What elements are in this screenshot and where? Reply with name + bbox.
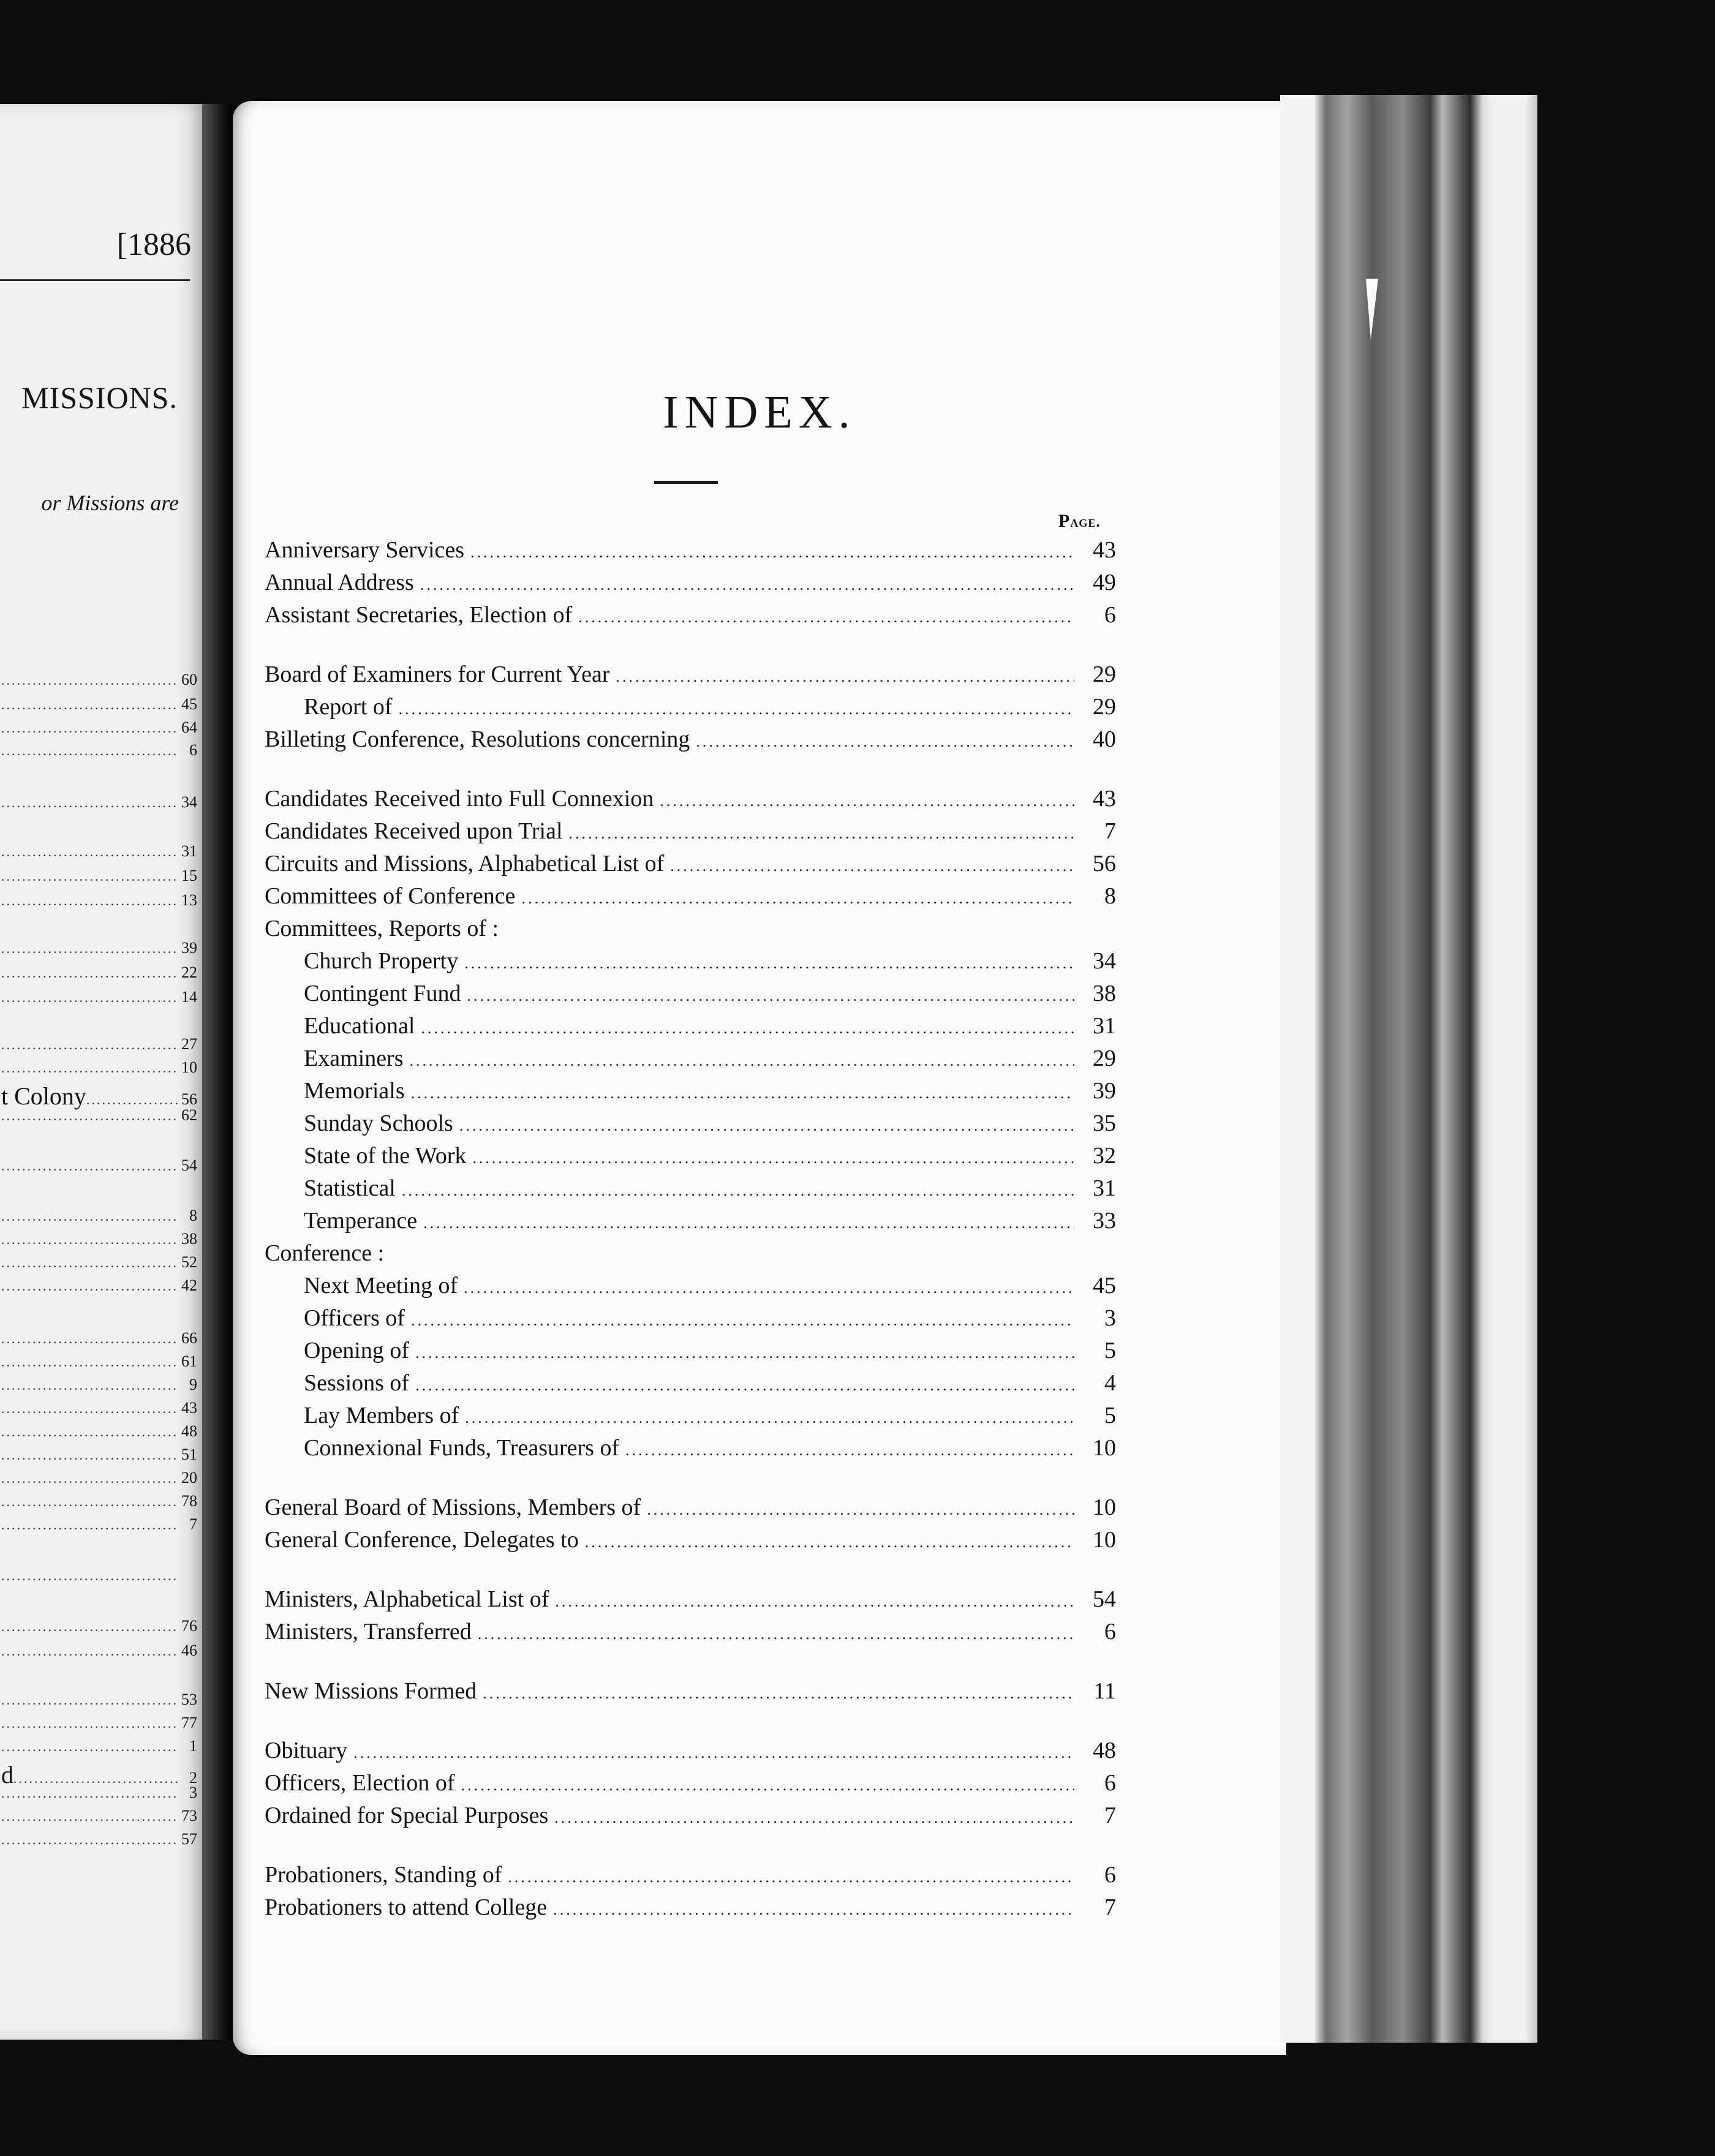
dot-leader: [465, 1401, 1074, 1434]
index-entry: [265, 1302, 1116, 1335]
index-entry: [265, 1075, 1116, 1107]
index-entry-page: 29: [1093, 662, 1116, 687]
left-entry-page: 51: [181, 1446, 197, 1463]
index-entry-page: 3: [1104, 1305, 1116, 1331]
index-entry-text: Annual Address: [265, 570, 414, 595]
index-list: [265, 534, 1116, 1924]
left-page-entry: [0, 1515, 197, 1540]
left-page-entry: [0, 1422, 197, 1447]
left-page-entry: [0, 1568, 197, 1593]
page-edges: [1280, 95, 1537, 2043]
index-entry-page: 31: [1093, 1013, 1116, 1039]
page-title: INDEX.: [663, 386, 856, 438]
dot-leader: [1, 1471, 179, 1487]
index-entry: [265, 1335, 1116, 1367]
index-entry-text: Assistant Secretaries, Election of: [265, 602, 573, 628]
index-entry-page: 31: [1093, 1175, 1116, 1201]
index-entry-text: State of the Work: [304, 1143, 467, 1169]
index-entry: [265, 1735, 1116, 1767]
index-entry-page: 35: [1093, 1110, 1116, 1136]
left-entry-page: 38: [181, 1230, 197, 1248]
index-entry: [265, 1491, 1116, 1524]
left-entry-page: 64: [181, 718, 197, 736]
index-entry: [265, 1270, 1116, 1302]
index-entry-page: 6: [1104, 602, 1116, 628]
index-entry-text: Officers, Election of: [265, 1770, 455, 1796]
left-page-entry: [0, 1207, 197, 1231]
left-page-entry: [0, 695, 197, 720]
left-page-entry: [0, 741, 197, 766]
index-entry-text: Sunday Schools: [304, 1110, 453, 1136]
dot-leader: [1, 1278, 179, 1294]
dot-leader: [1, 720, 179, 736]
index-entry: [265, 1524, 1116, 1556]
left-page-entry: [0, 1691, 197, 1715]
dot-leader: [410, 1044, 1074, 1077]
dot-leader: [421, 1012, 1074, 1044]
index-entry-page: 40: [1093, 726, 1116, 752]
dot-leader: [660, 785, 1074, 817]
dot-leader: [1, 1568, 179, 1584]
dot-leader: [1, 1208, 179, 1224]
index-entry-text: Contingent Fund: [304, 981, 461, 1006]
left-page-entry: [0, 1617, 197, 1642]
index-entry-page: 29: [1093, 694, 1116, 720]
left-entry-page: 61: [181, 1352, 197, 1370]
dot-leader: [1, 893, 179, 909]
left-page-entry: [0, 867, 197, 891]
index-entry: [265, 534, 1116, 567]
dot-leader: [1, 1378, 179, 1393]
left-page-entry: [0, 1253, 197, 1278]
left-entry-page: 31: [181, 842, 197, 860]
index-entry: [265, 1800, 1116, 1832]
dot-leader: [415, 1369, 1074, 1401]
left-page-heading: MISSIONS.: [21, 380, 178, 415]
index-entry: [265, 1616, 1116, 1648]
index-entry-text: Ministers, Transferred: [265, 1619, 472, 1645]
index-entry-text: Circuits and Missions, Alphabetical List of: [265, 851, 665, 876]
left-page-entry: [0, 1784, 197, 1808]
dot-leader: [353, 1736, 1074, 1769]
index-entry-page: 7: [1104, 818, 1116, 844]
dot-leader: [1, 1809, 179, 1825]
left-entry-page: 78: [181, 1492, 197, 1510]
dot-leader: [461, 1769, 1074, 1801]
index-entry-page: 34: [1093, 948, 1116, 974]
left-entry-page: 60: [181, 671, 197, 688]
left-entry-text: t Colony: [1, 1082, 86, 1110]
index-entry-page: 10: [1093, 1494, 1116, 1520]
dot-leader: [1, 1108, 179, 1124]
left-entry-page: 1: [189, 1737, 197, 1755]
index-entry-page: 10: [1093, 1527, 1116, 1553]
dot-leader: [464, 1272, 1074, 1304]
index-entry-page: 49: [1093, 570, 1116, 595]
page-column-header: Page.: [1058, 511, 1101, 531]
index-entry-text: Board of Examiners for Current Year: [265, 662, 610, 687]
dot-leader: [1, 673, 179, 688]
index-entry-page: 38: [1093, 981, 1116, 1006]
index-entry: [265, 1172, 1116, 1205]
title-rule: [654, 481, 718, 484]
index-entry-text: Sessions of: [304, 1370, 410, 1396]
left-page-entry: [0, 939, 197, 963]
dot-leader: [1, 1447, 179, 1463]
index-entry: [265, 1891, 1116, 1924]
index-entry: [265, 1010, 1116, 1042]
dot-leader: [1, 1739, 179, 1755]
index-entry: [265, 848, 1116, 880]
dot-leader: [467, 979, 1074, 1012]
dot-leader: [1, 869, 179, 884]
left-entry-page: 46: [181, 1642, 197, 1659]
dot-leader: [616, 660, 1074, 693]
index-entry: [265, 1367, 1116, 1400]
index-entry: [265, 978, 1116, 1010]
index-entry: [265, 1107, 1116, 1140]
index-entry: [265, 567, 1116, 599]
index-entry-page: 7: [1104, 1894, 1116, 1920]
left-page-entry: [0, 891, 197, 916]
left-page-entry: [0, 1230, 197, 1254]
left-page-entry: [0, 718, 197, 743]
dot-leader: [553, 1893, 1074, 1926]
index-entry-text: Next Meeting of: [304, 1273, 458, 1298]
index-entry-page: 43: [1093, 537, 1116, 563]
index-entry-page: 43: [1093, 786, 1116, 812]
index-entry: [265, 880, 1116, 913]
dot-leader: [1, 1643, 179, 1659]
index-entry-text: New Missions Formed: [265, 1678, 477, 1704]
index-entry: [265, 1675, 1116, 1708]
index-entry-text: Opening of: [304, 1338, 410, 1363]
left-entry-page: 42: [181, 1276, 197, 1294]
index-entry-text: Examiners: [304, 1046, 404, 1071]
dot-leader: [670, 850, 1074, 882]
index-entry-text: Obituary: [265, 1738, 348, 1763]
index-entry-page: 4: [1104, 1370, 1116, 1396]
dot-leader: [423, 1207, 1074, 1239]
index-entry: [265, 783, 1116, 815]
left-entry-page: 77: [181, 1714, 197, 1732]
left-page-entry: [0, 1737, 197, 1762]
left-page-entry: [0, 793, 197, 818]
dot-leader: [1, 1785, 179, 1801]
index-entry-text: General Conference, Delegates to: [265, 1527, 579, 1553]
index-entry: [265, 913, 1116, 945]
dot-leader: [1, 1158, 179, 1174]
index-entry-text: Ministers, Alphabetical List of: [265, 1586, 549, 1612]
left-page-entry: [0, 988, 197, 1012]
index-entry-page: 6: [1104, 1862, 1116, 1888]
left-entry-page: 48: [181, 1422, 197, 1440]
index-entry: [265, 1237, 1116, 1270]
left-entry-page: 10: [181, 1058, 197, 1076]
dot-leader: [402, 1174, 1074, 1207]
dot-leader: [1, 1354, 179, 1370]
index-entry-text: Lay Members of: [304, 1403, 459, 1428]
index-entry-page: 5: [1104, 1403, 1116, 1428]
index-entry-text: Church Property: [304, 948, 459, 974]
left-entry-page: 73: [181, 1807, 197, 1825]
index-entry-text: Anniversary Services: [265, 537, 465, 563]
left-page-entry: [0, 1807, 197, 1831]
index-entry-text: Committees, Reports of :: [265, 916, 499, 941]
left-page-entry: [0, 963, 197, 988]
index-entry-text: Probationers, Standing of: [265, 1862, 502, 1888]
index-entry-text: Billeting Conference, Resolutions concerning: [265, 726, 690, 752]
dot-leader: [1, 1424, 179, 1440]
index-entry-text: Statistical: [304, 1175, 396, 1201]
left-entry-page: 53: [181, 1691, 197, 1708]
dot-leader: [420, 568, 1074, 601]
dot-leader: [1, 1037, 179, 1053]
index-entry-page: 6: [1104, 1770, 1116, 1796]
left-entry-page: 15: [181, 867, 197, 884]
dot-leader: [415, 1336, 1074, 1369]
left-entry-page: 66: [181, 1329, 197, 1347]
index-entry-page: 45: [1093, 1273, 1116, 1298]
index-entry-page: 29: [1093, 1046, 1116, 1071]
index-entry-text: Temperance: [304, 1208, 418, 1234]
left-entry-page: 45: [181, 695, 197, 713]
left-entry-page: 52: [181, 1253, 197, 1271]
dot-leader: [459, 1109, 1074, 1142]
index-entry-text: Conference :: [265, 1240, 385, 1266]
left-entry-page: 13: [181, 891, 197, 909]
index-entry-page: 6: [1104, 1619, 1116, 1645]
left-page-entry: [0, 1106, 197, 1131]
index-entry-text: Ordained for Special Purposes: [265, 1803, 549, 1828]
index-entry-page: 54: [1093, 1586, 1116, 1612]
dot-leader: [1, 965, 179, 981]
index-entry: [265, 1042, 1116, 1075]
dot-leader: [1, 1619, 179, 1635]
dot-leader: [625, 1434, 1074, 1466]
dot-leader: [472, 1142, 1074, 1174]
left-entry-page: 39: [181, 939, 197, 957]
index-entry: [265, 1140, 1116, 1172]
left-entry-page: 6: [189, 741, 197, 759]
index-entry-page: 5: [1104, 1338, 1116, 1363]
index-entry-page: 8: [1104, 883, 1116, 909]
left-page-entry: [0, 1446, 197, 1470]
dot-leader: [585, 1526, 1074, 1558]
dot-leader: [569, 817, 1074, 850]
left-entry-page: 8: [189, 1207, 197, 1224]
left-entry-page: 20: [181, 1469, 197, 1487]
index-entry-page: 10: [1093, 1435, 1116, 1461]
dot-leader: [554, 1801, 1074, 1834]
left-entry-page: 62: [181, 1106, 197, 1124]
index-entry-page: 48: [1093, 1738, 1116, 1763]
dot-leader: [1, 1255, 179, 1271]
dot-leader: [411, 1077, 1074, 1109]
index-entry-page: 39: [1093, 1078, 1116, 1104]
index-entry: [265, 1583, 1116, 1616]
left-entry-page: 56: [181, 1090, 197, 1108]
left-entry-page: 2: [189, 1769, 197, 1787]
dot-leader: [578, 601, 1074, 633]
dot-leader: [1, 697, 179, 713]
index-entry: [265, 1767, 1116, 1800]
index-entry: [265, 815, 1116, 848]
left-entry-page: 7: [189, 1515, 197, 1533]
left-entry-text: d: [1, 1761, 13, 1789]
dot-leader: [555, 1585, 1074, 1618]
left-page-entry: [0, 1082, 197, 1110]
dot-leader: [470, 536, 1074, 568]
dot-leader: [1, 743, 179, 759]
index-entry: [265, 1859, 1116, 1891]
dot-leader: [1, 1494, 179, 1510]
dot-leader: [1, 1517, 179, 1533]
left-page-entry: [0, 1058, 197, 1083]
left-entry-page: 76: [181, 1617, 197, 1635]
index-entry: [265, 1400, 1116, 1432]
left-page-entry: [0, 1035, 197, 1060]
dot-leader: [1, 1060, 179, 1076]
left-page-year: [1886: [116, 227, 191, 262]
dot-leader: [647, 1493, 1074, 1526]
left-entry-page: 27: [181, 1035, 197, 1053]
index-entry: [265, 599, 1116, 631]
dot-leader: [1, 1692, 179, 1708]
dot-leader: [1, 795, 179, 811]
index-entry-page: 56: [1093, 851, 1116, 876]
index-entry: [265, 1205, 1116, 1237]
index-entry-page: 11: [1093, 1678, 1116, 1704]
index-entry-page: 7: [1104, 1803, 1116, 1828]
index-entry-text: Memorials: [304, 1078, 405, 1104]
dot-leader: [1, 1716, 179, 1732]
dot-leader: [1, 990, 179, 1006]
dot-leader: [1, 844, 179, 860]
index-entry: [265, 691, 1116, 723]
dot-leader: [1, 1232, 179, 1248]
left-entry-page: 43: [181, 1399, 197, 1417]
index-entry-text: Officers of: [304, 1305, 405, 1331]
index-entry: [265, 1432, 1116, 1464]
dot-leader: [1, 1832, 179, 1848]
left-page-entry: [0, 1469, 197, 1493]
left-entry-page: 14: [181, 988, 197, 1006]
index-entry-text: Probationers to attend College: [265, 1894, 548, 1920]
index-entry-page: 33: [1093, 1208, 1116, 1234]
dot-leader: [1, 1401, 179, 1417]
left-page-entry: [0, 1376, 197, 1400]
dot-leader: [411, 1304, 1074, 1336]
left-entry-page: 57: [181, 1830, 197, 1848]
dot-leader: [521, 882, 1074, 914]
left-page-entry: [0, 1156, 197, 1181]
dot-leader: [399, 693, 1074, 725]
index-entry: [265, 945, 1116, 978]
left-page-entry: [0, 1830, 197, 1855]
left-page-entry: [0, 1352, 197, 1377]
left-page-entry: [0, 1399, 197, 1423]
left-page-rule: [0, 279, 190, 281]
left-entry-page: 54: [181, 1156, 197, 1174]
index-entry: [265, 723, 1116, 756]
dot-leader: [1, 1331, 179, 1347]
left-entry-page: 34: [181, 793, 197, 811]
dot-leader: [696, 725, 1074, 758]
left-entry-page: 9: [189, 1376, 197, 1393]
left-entry-page: 3: [189, 1784, 197, 1801]
left-page-entry: [0, 1760, 197, 1789]
index-entry: [265, 658, 1116, 691]
index-entry-text: Committees of Conference: [265, 883, 516, 909]
left-page-entry: [0, 1642, 197, 1666]
index-entry-page: 32: [1093, 1143, 1116, 1169]
left-page-entry: [0, 1329, 197, 1354]
left-page-note: or Missions are: [41, 491, 179, 515]
left-page-entry: [0, 842, 197, 867]
index-entry-text: General Board of Missions, Members of: [265, 1494, 641, 1520]
left-page-entry: [0, 1714, 197, 1738]
dot-leader: [483, 1677, 1074, 1709]
left-entry-page: 22: [181, 963, 197, 981]
dot-leader: [478, 1618, 1074, 1650]
dot-leader: [464, 947, 1074, 979]
index-entry-text: Educational: [304, 1013, 415, 1039]
index-entry-text: Report of: [304, 694, 393, 720]
left-page-entry: [0, 671, 197, 695]
dot-leader: [508, 1861, 1074, 1893]
index-entry-text: Connexional Funds, Treasurers of: [304, 1435, 620, 1461]
left-page-entry: [0, 1492, 197, 1517]
dot-leader: [1, 941, 179, 957]
index-entry-text: Candidates Received upon Trial: [265, 818, 563, 844]
index-entry-text: Candidates Received into Full Connexion: [265, 786, 654, 812]
previous-page: [0, 104, 208, 2040]
left-page-entry: [0, 1276, 197, 1301]
